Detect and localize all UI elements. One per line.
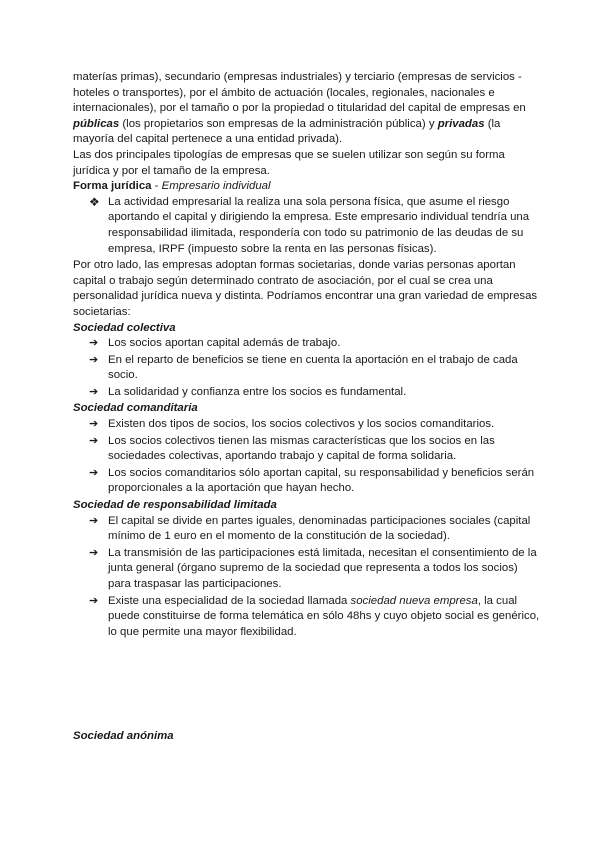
intro-text-b: (los propietarios son empresas de la administración pública) y: [119, 117, 438, 130]
list-item: [73, 514, 540, 545]
sociedad-comanditaria-heading: Sociedad comanditaria: [73, 402, 198, 415]
sociedad-anonima-heading: Sociedad anónima: [73, 730, 174, 742]
intro-paragraph-1: [73, 70, 540, 148]
societarias-paragraph: Por otro lado, las empresas adoptan formas societarias, donde varias personas aportan capital o trabajo según determinado contrato de asociación, por el cual se crea una personalidad jurídica nueva y distinta. Podríamos encontrar una gran variedad de empresas societarias:: [73, 259, 538, 318]
list-item-text: La solidaridad y confianza entre los socios es fundamental.: [108, 385, 407, 398]
arrow-bullet-icon: ➔: [89, 385, 99, 398]
term-privadas: privadas: [437, 117, 485, 130]
forma-juridica-heading: [73, 179, 540, 195]
list-item-text: , la cual puede constituirse de forma telemática en sólo 48hs y cuyo objeto social es genérico, lo que permite una mayor flexibilidad.: [108, 594, 540, 638]
list-item: [73, 336, 540, 352]
arrow-bullet-icon: ➔: [89, 546, 99, 559]
list-item: [73, 417, 540, 433]
term-publicas: públicas: [73, 117, 120, 130]
list-item: [73, 546, 540, 593]
list-item-text: Los socios colectivos tienen las mismas características que los socios en las sociedades colectivas, aportando trabajo y capital de forma solidaria.: [108, 434, 495, 463]
diamond-bullet-icon: ❖: [89, 194, 100, 209]
forma-juridica-label: Forma jurídica: [73, 180, 152, 193]
term-sociedad-nueva-empresa: sociedad nueva empresa: [350, 594, 478, 607]
list-item: [73, 353, 540, 384]
list-item-text: La transmisión de las participaciones está limitada, necesitan el consentimiento de la junta general (órgano supremo de la sociedad que representa a todos los socios) para traspasar las participaciones.: [108, 546, 537, 590]
intro-text-a: materías primas), secundario (empresas industriales) y terciario (empresas de servicios - hoteles o transportes), por el ámbito de actuación (locales, regionales, nacionales e internacionales), por el tamaño o por la propiedad o titularidad del capital de empresas en: [73, 71, 526, 115]
list-item-text: El capital se divide en partes iguales, denominadas participaciones sociales (capital mínimo de 1 euro en el momento de la constitución de la sociedad).: [108, 514, 531, 543]
sociedad-limitada-heading: Sociedad de responsabilidad limitada: [73, 499, 277, 512]
arrow-bullet-icon: ➔: [89, 337, 99, 350]
sociedad-limitada-list: [73, 514, 540, 641]
list-item: [73, 434, 540, 465]
arrow-bullet-icon: ➔: [89, 466, 99, 479]
list-item-text: En el reparto de beneficios se tiene en cuenta la aportación en el trabajo de cada socio.: [108, 353, 518, 382]
heading-separator: -: [151, 180, 162, 193]
arrow-bullet-icon: ➔: [89, 594, 99, 607]
sociedad-colectiva-heading: Sociedad colectiva: [73, 321, 176, 334]
sociedad-colectiva-list: [73, 336, 540, 400]
arrow-bullet-icon: ➔: [89, 353, 99, 366]
list-item: [73, 195, 540, 257]
intro-text-c: (la mayoría del capital pertenece a una entidad privada).: [73, 117, 501, 146]
empresario-individual-label: Empresario individual: [161, 180, 271, 193]
list-item: [73, 385, 540, 401]
intro-paragraph-2: Las dos principales tipologías de empresas que se suelen utilizar son según su forma jurídica y por el tamaño de la empresa.: [73, 148, 505, 177]
list-item-text: Los socios comanditarios sólo aportan capital, su responsabilidad y beneficios serán proporcionales a la aportación que hayan hecho.: [108, 466, 535, 495]
list-item: [73, 594, 540, 641]
list-item-text: La actividad empresarial la realiza una sola persona física, que asume el riesgo aportando el capital y dirigiendo la empresa. Este empresario individual tendría una responsabilidad ilimitada, respondería con todo su patrimonio de las deudas de su empresa, IRPF (impuesto sobre la renta en las personas físicas).: [108, 195, 530, 255]
arrow-bullet-icon: ➔: [89, 418, 99, 431]
list-item: [73, 466, 540, 497]
sociedad-comanditaria-list: [73, 417, 540, 497]
empresario-individual-list: [73, 195, 540, 257]
arrow-bullet-icon: ➔: [89, 514, 99, 527]
list-item-text: Los socios aportan capital además de trabajo.: [108, 337, 341, 350]
arrow-bullet-icon: ➔: [89, 434, 99, 447]
list-item-text: Existe una especialidad de la sociedad llamada: [108, 594, 351, 607]
list-item-text: Existen dos tipos de socios, los socios colectivos y los socios comanditarios.: [108, 418, 495, 431]
